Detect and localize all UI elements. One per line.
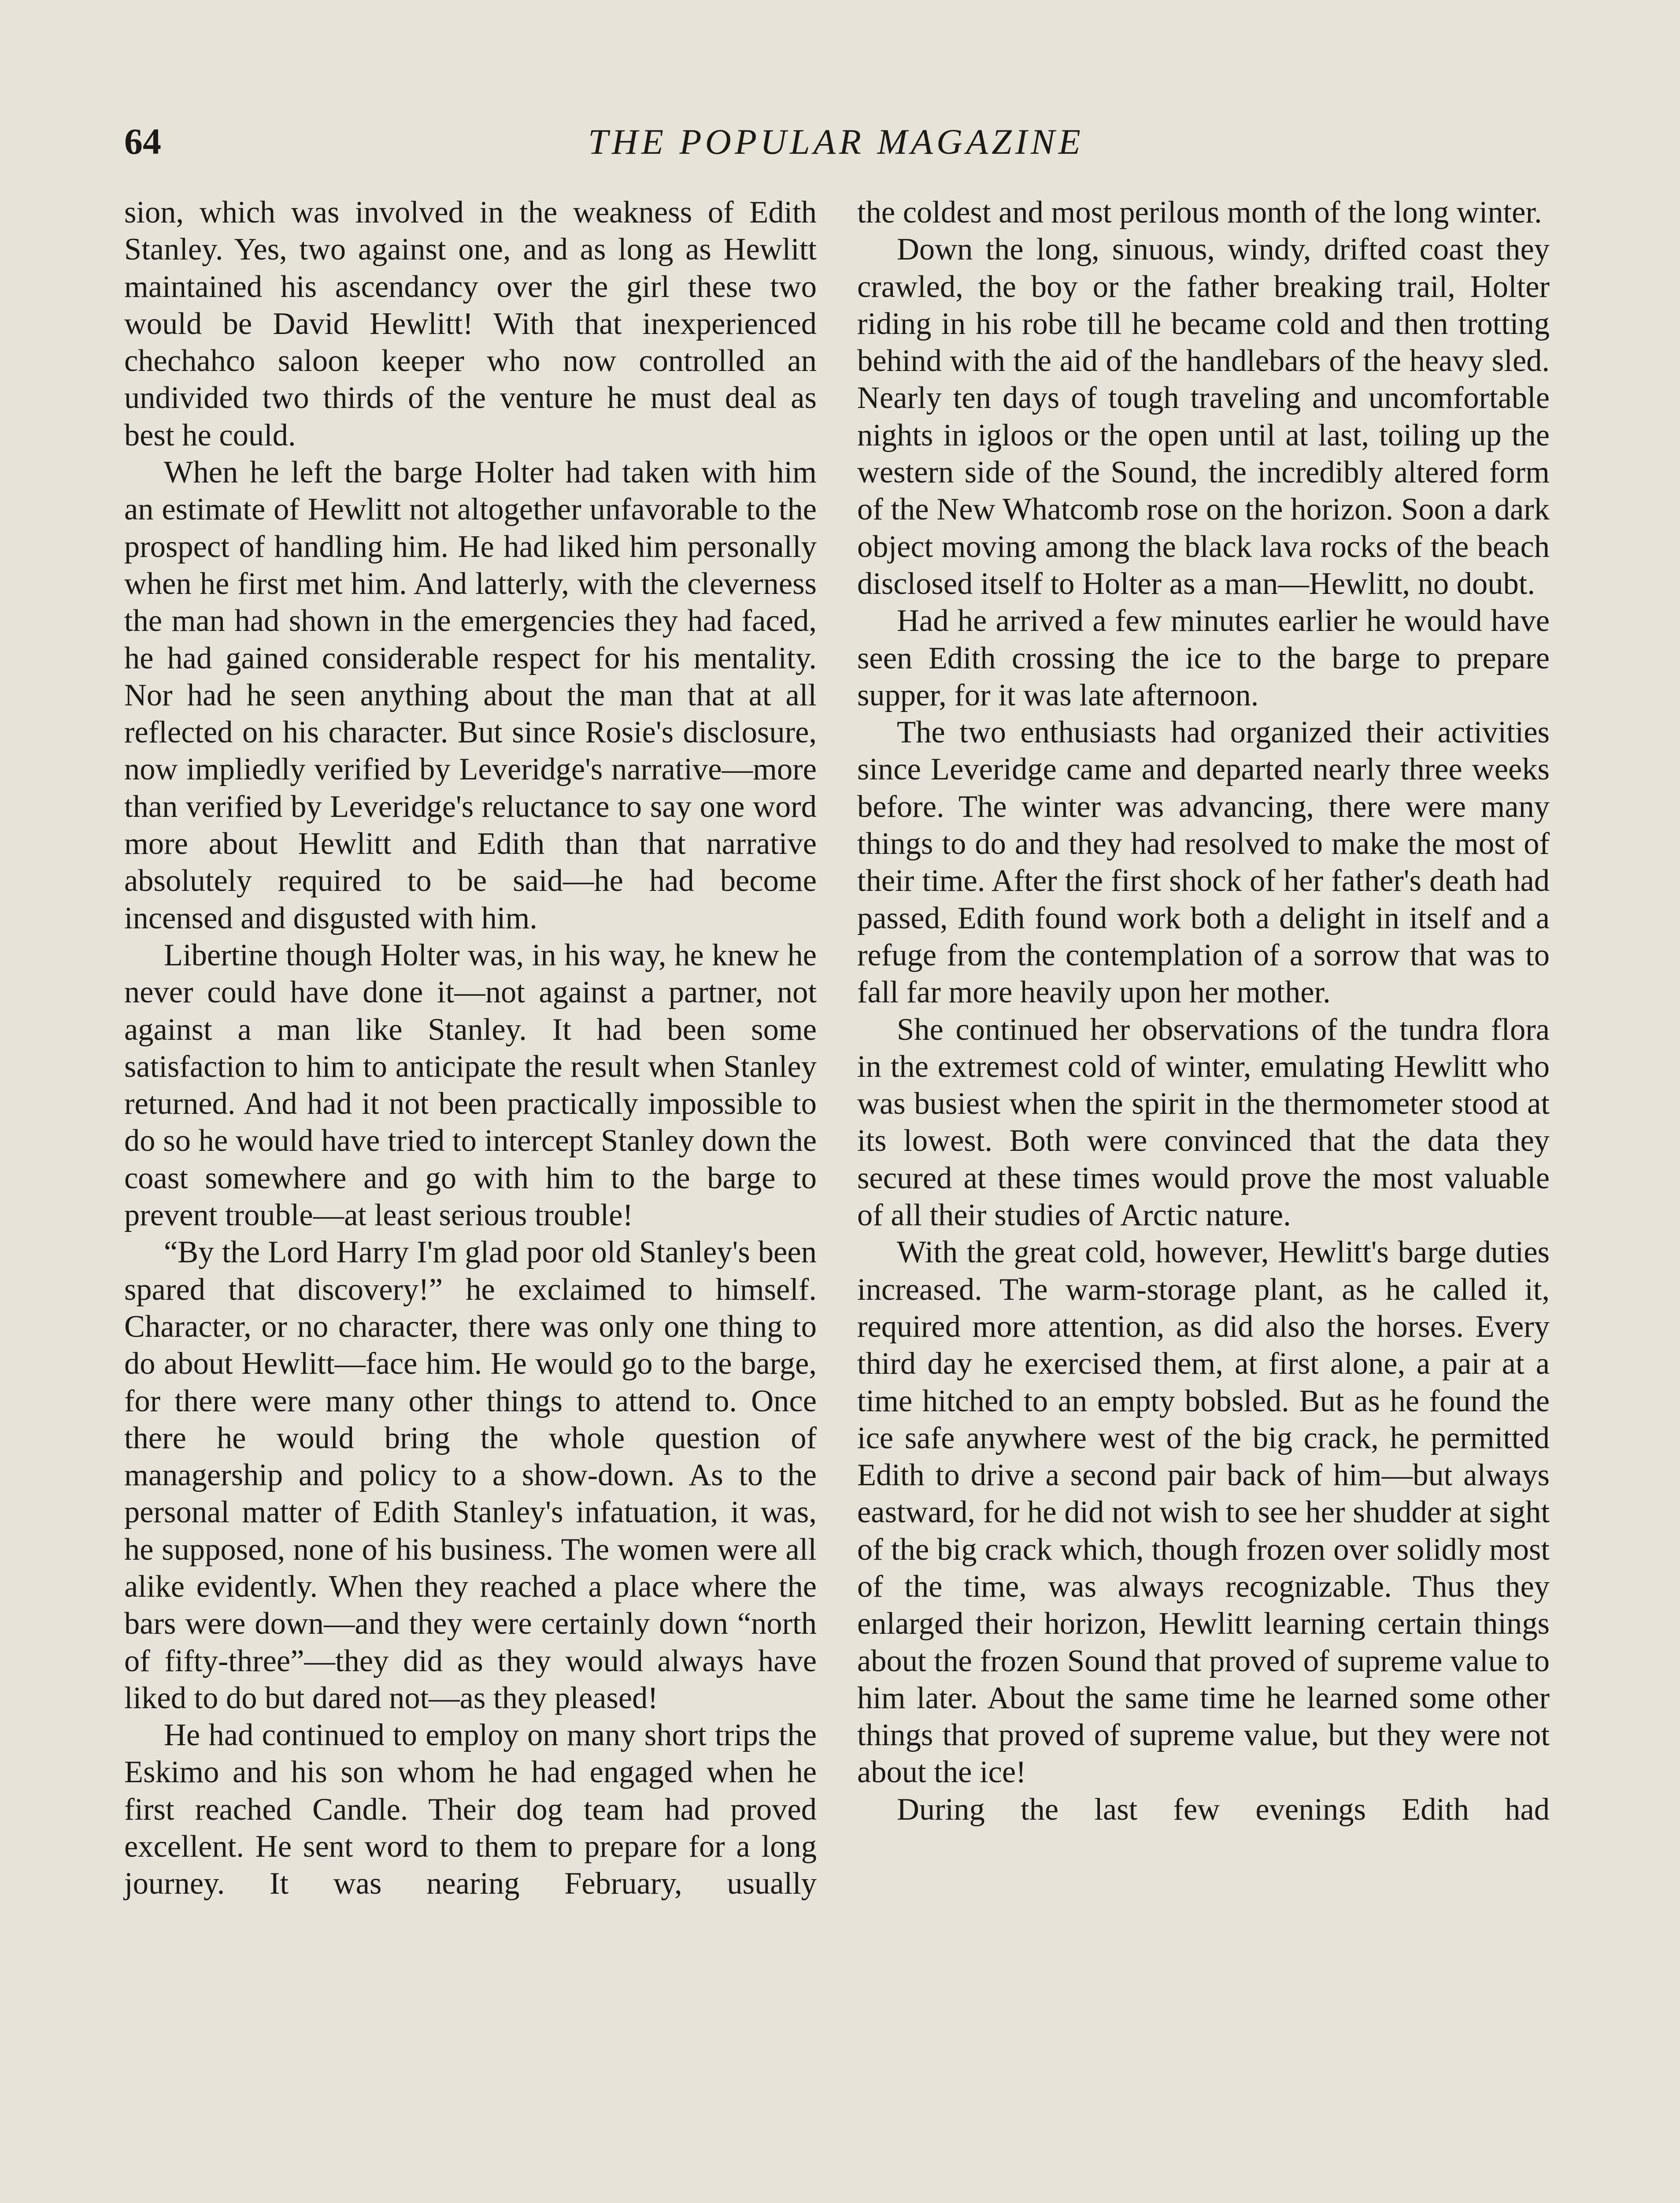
paragraph: The two enthusiasts had organized their activities since Leveridge came and departed nearly three weeks before. The winter was advancing, there were many things to do and they had resolved to make the most of their time. After the first shock of her father's death had passed, Edith found work both a delight in itself and a refuge from the contemplation of a sorrow that was to fall far more heavily upon her mother. bbox=[857, 715, 1550, 1010]
paragraph: Had he arrived a few minutes earlier he would have seen Edith crossing the ice to the barge to prepare supper, for it was late afternoon. bbox=[857, 604, 1550, 712]
left-column bbox=[124, 194, 817, 1903]
paragraph: She continued her observations of the tundra flora in the extremest cold of winter, emulating Hewlitt who was busiest when the spirit in the thermometer stood at its lowest. Both were convinced that the data they secured at these times would prove the most valuable of all their studies of Arctic nature. bbox=[857, 1012, 1550, 1233]
running-title: THE POPULAR MAGAZINE bbox=[588, 122, 1084, 162]
right-column bbox=[857, 194, 1550, 1828]
paragraph: the coldest and most perilous month of the long winter. bbox=[857, 195, 1542, 230]
paragraph: During the last few evenings Edith had bbox=[897, 1792, 1550, 1827]
paragraph: Down the long, sinuous, windy, drifted coast they crawled, the boy or the father breaking trail, Holter riding in his robe till he became cold and then trotting behind with the aid of the handlebars of the heavy sled. Nearly ten days of tough traveling and uncomfortable nights in igloos or the open until at last, toiling up the western side of the Sound, the incredibly altered form of the New Whatcomb rose on the horizon. Soon a dark object moving among the black lava rocks of the beach disclosed itself to Holter as a man—Hewlitt, no doubt. bbox=[857, 232, 1550, 601]
page-number: 64 bbox=[124, 121, 161, 162]
paragraph: sion, which was involved in the weakness of Edith Stanley. Yes, two against one, and as long as Hewlitt maintained his ascendancy over the girl these two would be David Hewlitt! With that inexperienced chechahco saloon keeper who now controlled an undivided two thirds of the venture he must deal as best he could. bbox=[124, 195, 817, 452]
page-header bbox=[124, 115, 1548, 168]
paragraph: With the great cold, however, Hewlitt's barge duties increased. The warm-storage plant, as he called it, required more attention, as did also the horses. Every third day he exercised them, at first alone, a pair at a time hitched to an empty bobsled. But as he found the ice safe anywhere west of the big crack, he permitted Edith to drive a second pair back of him—but always eastward, for he did not wish to see her shudder at sight of the big crack which, though frozen over solidly most of the time, was always recognizable. Thus they enlarged their horizon, Hewlitt learning certain things about the frozen Sound that proved of supreme value to him later. About the same time he learned some other things that proved of supreme value, but they were not about the ice! bbox=[857, 1235, 1550, 1790]
paragraph: Libertine though Holter was, in his way, he knew he never could have done it—not against a partner, not against a man like Stanley. It had been some satisfaction to him to anticipate the result when Stanley returned. And had it not been practically impossible to do so he would have tried to intercept Stanley down the coast somewhere and go with him to the barge to prevent trouble—at least serious trouble! bbox=[124, 938, 817, 1233]
paragraph: When he left the barge Holter had taken with him an estimate of Hewlitt not altogether unfavorable to the prospect of handling him. He had liked him personally when he first met him. And latterly, with the cleverness the man had shown in the emergencies they had faced, he had gained considerable respect for his mentality. Nor had he seen anything about the man that at all reflected on his character. But since Rosie's disclosure, now impliedly verified by Leveridge's narrative—more than verified by Leveridge's reluctance to say one word more about Hewlitt and Edith than that narrative absolutely required to be said—he had become incensed and disgusted with him. bbox=[124, 455, 817, 935]
paragraph: He had continued to employ on many short trips the Eskimo and his son whom he had engaged when he first reached Candle. Their dog team had proved excellent. He sent word to them to prepare for a long journey. It was nearing February, usually bbox=[124, 1718, 817, 1901]
paragraph: “By the Lord Harry I'm glad poor old Stanley's been spared that discovery!” he exclaimed to himself. Character, or no character, there was only one thing to do about Hewlitt—face him. He would go to the barge, for there were many other things to attend to. Once there he would bring the whole question of managership and policy to a show-down. As to the personal matter of Edith Stanley's infatuation, it was, he supposed, none of his business. The women were all alike evidently. When they reached a place where the bars were down—and they were certainly down “north of fifty-three”—they did as they would always have liked to do but dared not—as they pleased! bbox=[124, 1235, 817, 1715]
